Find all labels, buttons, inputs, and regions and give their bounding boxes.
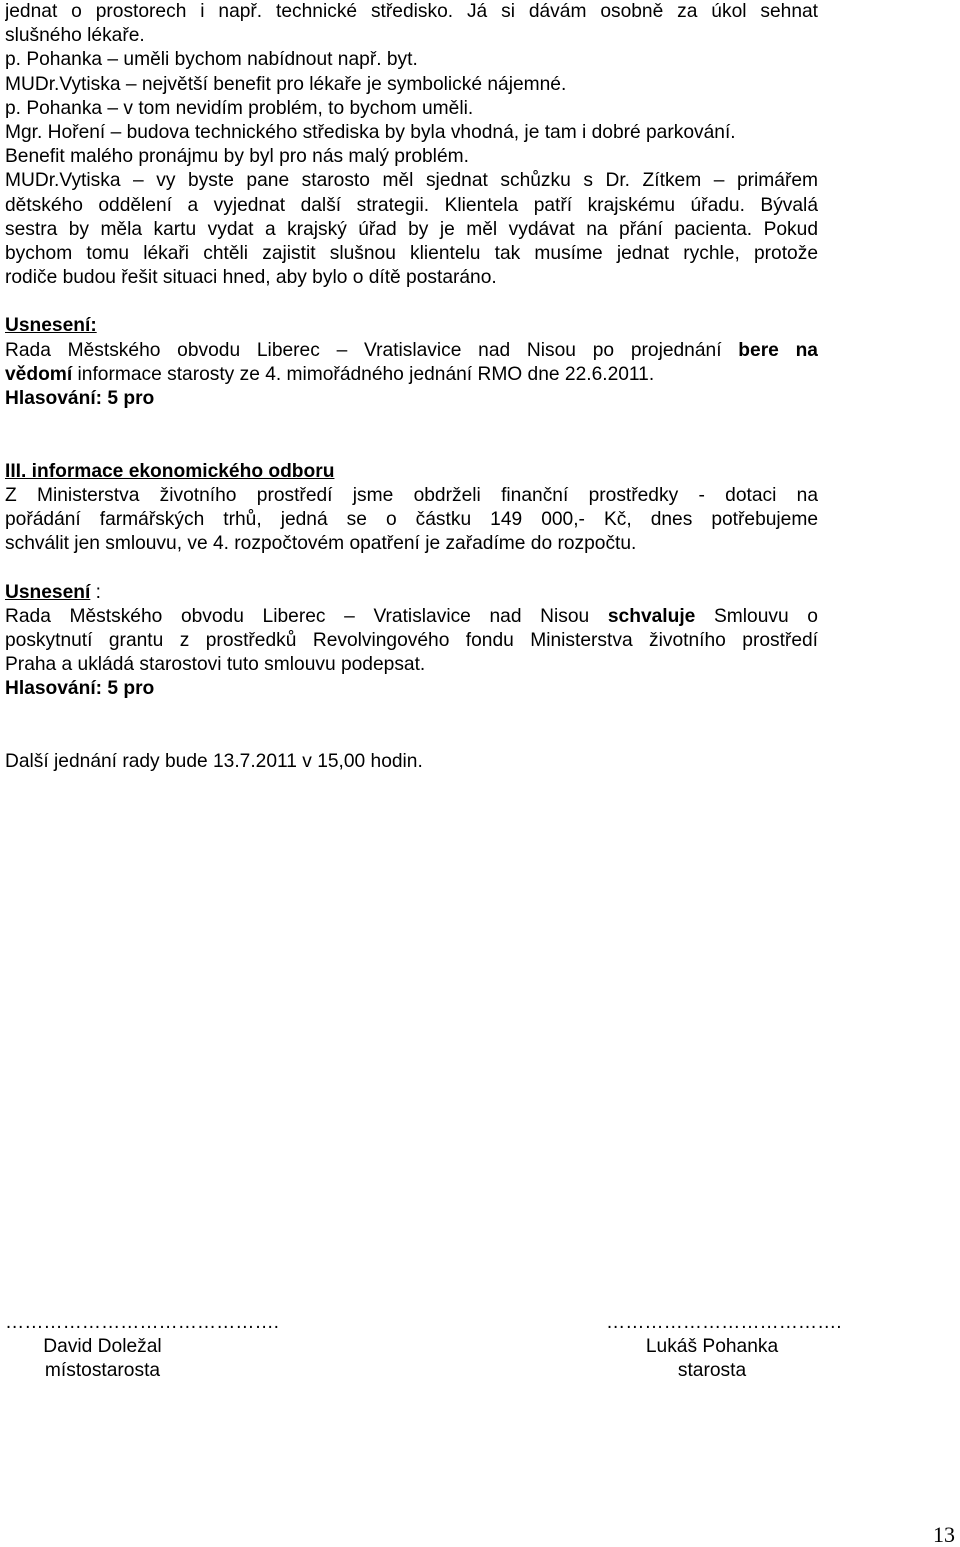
resolution-text: Smlouvu o — [714, 605, 818, 627]
paragraph-line: MUDr.Vytiska – vy byste pane starosto měl sjednat schůzku s Dr. Zítkem – primářem — [5, 170, 818, 192]
signatory-name: David Doležal — [43, 1336, 162, 1357]
paragraph-line: Mgr. Hoření – budova technického střediska by byla vhodná, je tam i dobré parkování. — [5, 121, 736, 143]
page-number: 13 — [933, 1522, 955, 1547]
paragraph-line: Z Ministerstva životního prostředí jsme obdrželi finanční prostředky - dotaci na — [5, 484, 818, 506]
resolution-text-line: Praha a ukládá starostovi tuto smlouvu podepsat. — [5, 654, 426, 676]
resolution-text-line — [5, 363, 818, 387]
vote-result: Hlasování: 5 pro — [5, 388, 155, 409]
paragraph-line: slušného lékaře. — [5, 25, 145, 47]
resolution-label-line — [5, 581, 818, 605]
resolution-verb: bere na — [738, 339, 818, 361]
paragraph-line: p. Pohanka – v tom nevidím problém, to bychom uměli. — [5, 97, 474, 119]
section-economic-department — [5, 460, 818, 557]
resolution-text: Rada Městského obvodu Liberec – Vratislavice nad Nisou — [5, 605, 590, 627]
signatory-role: starosta — [677, 1360, 747, 1381]
resolution-text: informace starosty ze 4. mimořádného jednání RMO dne 22.6.2011. — [72, 363, 655, 385]
signature-deputy-mayor — [5, 1311, 279, 1383]
resolution-text: Rada Městského obvodu Liberec – Vratislavice nad Nisou po projednání — [5, 339, 722, 361]
section-heading: III. informace ekonomického odboru — [5, 460, 335, 482]
paragraph-line: pořádání farmářských trhů, jedná se o částku 149 000,- Kč, dnes potřebujeme — [5, 508, 818, 530]
signatory-role: místostarosta — [44, 1360, 161, 1381]
paragraph-line: Benefit malého pronájmu by byl pro nás malý problém. — [5, 146, 469, 168]
paragraph-line: p. Pohanka – uměli bychom nabídnout např. byt. — [5, 49, 418, 71]
signatory-name: Lukáš Pohanka — [645, 1336, 779, 1357]
document-body — [5, 0, 818, 774]
paragraph-line: jednat o prostorech i např. technické středisko. Já si dávám osobně za úkol sehnat — [5, 1, 818, 22]
paragraph-line: rodiče budou řešit situaci hned, aby bylo o dítě postaráno. — [5, 267, 497, 289]
paragraph-line: dětského oddělení a vyjednat další strategii. Klientela patří krajskému úřadu. Bývalá — [5, 194, 818, 216]
resolution-verb: vědomí — [5, 363, 73, 385]
paragraph-line: schválit jen smlouvu, ve 4. rozpočtovém opatření je zařadíme do rozpočtu. — [5, 533, 637, 555]
paragraph-line: sestra by měla kartu vydat a krajský úřad by je měl vydávat na přání pacienta. Pokud — [5, 218, 818, 240]
resolution-2 — [5, 581, 818, 702]
signature-line: ……………………………………. — [5, 1312, 279, 1333]
resolution-text-line — [5, 339, 818, 363]
next-meeting-note: Další jednání rady bude 13.7.2011 v 15,00 hodin. — [5, 750, 423, 772]
resolution-text-line: poskytnutí grantu z prostředků Revolvingového fondu Ministerstva životního prostředí — [5, 629, 818, 651]
resolution-verb: schvaluje — [607, 605, 696, 627]
resolution-text-line — [5, 605, 818, 629]
paragraph-line: bychom tomu lékaři chtěli zajistit slušnou klientelu tak musíme jednat rychle, protože — [5, 242, 818, 264]
intro-discussion — [5, 0, 818, 290]
paragraph-line: MUDr.Vytiska – největší benefit pro lékaře je symbolické nájemné. — [5, 73, 567, 95]
resolution-label-suffix: : — [90, 581, 101, 603]
signature-block — [0, 1311, 960, 1391]
resolution-label: Usnesení — [5, 581, 91, 603]
resolution-1 — [5, 314, 818, 411]
signature-mayor — [606, 1311, 842, 1383]
resolution-label: Usnesení: — [5, 315, 97, 337]
signature-line: ………………………………. — [606, 1312, 842, 1333]
vote-result: Hlasování: 5 pro — [5, 678, 155, 700]
